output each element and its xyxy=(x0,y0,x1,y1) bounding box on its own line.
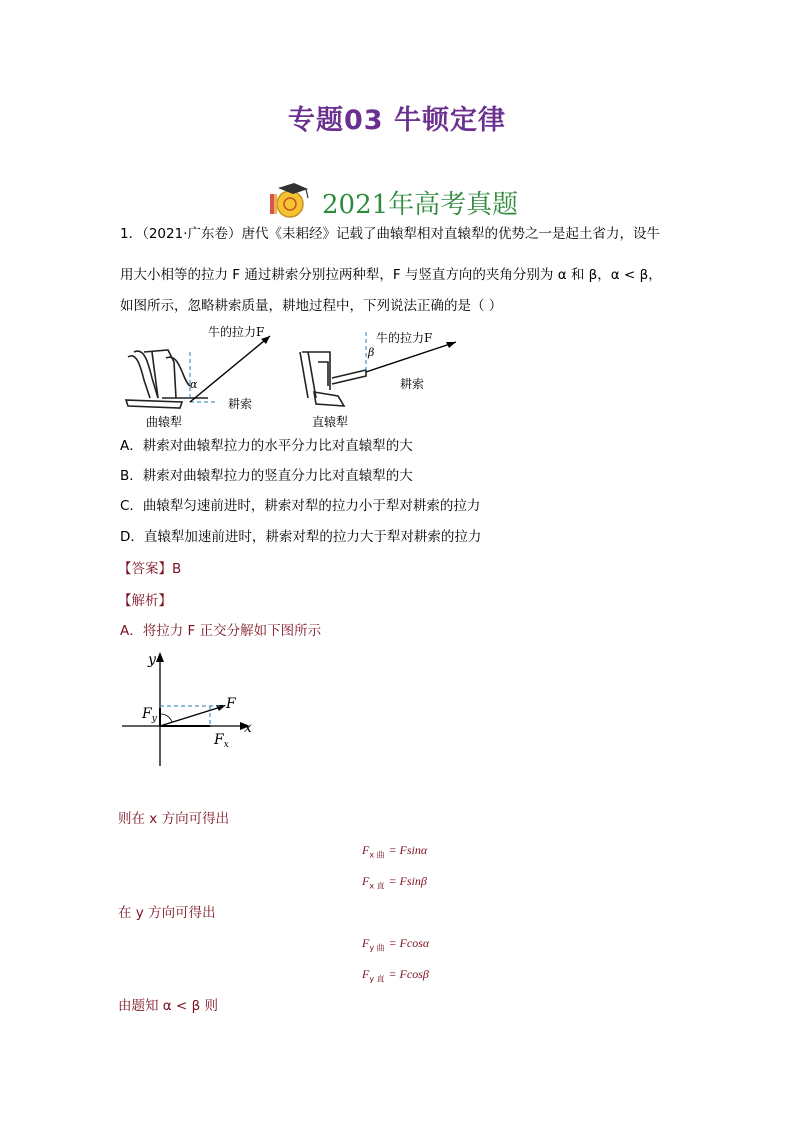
x-axis-label: x xyxy=(244,720,252,736)
mascot-icon xyxy=(268,180,318,220)
equation-fy-straight: $F_{y 直} = Fcos\beta$ xyxy=(362,967,429,984)
alpha-label: α xyxy=(190,378,198,391)
option-d: D．直辕犁加速前进时，耕索对犁的拉力大于犁对耕索的拉力 xyxy=(120,529,482,545)
section-banner-text: 2021年高考真题 xyxy=(322,190,519,220)
answer-line xyxy=(118,560,181,579)
analysis-y-direction: 在 y 方向可得出 xyxy=(118,905,216,921)
decomposition-figure xyxy=(118,648,268,768)
beta-label: β xyxy=(368,346,375,359)
question-line-3: 如图所示，忽略耕索质量，耕地过程中，下列说法正确的是（ ） xyxy=(120,298,503,314)
straight-plow-drawing xyxy=(300,352,366,406)
analysis-step-a: A．将拉力 F 正交分解如下图所示 xyxy=(120,623,322,639)
page-title: 专题03 牛顿定律 xyxy=(288,105,506,136)
option-a: A．耕索对曲辕犁拉力的水平分力比对直辕犁的大 xyxy=(120,438,413,454)
fy-label: $F_y$ xyxy=(142,706,157,724)
equation-fy-curved: $F_{y 曲} = Fcos\alpha$ xyxy=(362,936,430,953)
question-line-1: 1．（2021·广东卷）唐代《耒耜经》记载了曲辕犁相对直辕犁的优势之一是起土省力，设牛 xyxy=(120,226,660,242)
left-rope-label: 耕索 xyxy=(228,397,253,411)
left-force-label: 牛的拉力F xyxy=(208,325,265,339)
y-axis-label: y xyxy=(148,652,156,668)
fx-label: $F_x$ xyxy=(214,732,229,750)
force-label: F xyxy=(226,696,236,712)
analysis-label: 【解析】 xyxy=(118,593,172,609)
answer-label: 【答案】 xyxy=(118,561,172,577)
analysis-x-direction: 则在 x 方向可得出 xyxy=(118,811,230,827)
plow-figure xyxy=(118,322,498,432)
analysis-conclusion: 由题知 α < β 则 xyxy=(118,998,218,1014)
question-line-2: 用大小相等的拉力 F 通过耕索分别拉两种犁，F 与竖直方向的夹角分别为 α 和 β，α < β， xyxy=(120,267,662,283)
right-rope-label: 耕索 xyxy=(400,377,425,391)
straight-plow-caption: 直辕犁 xyxy=(312,415,349,429)
equation-fx-curved: $F_{x 曲} = Fsin\alpha$ xyxy=(362,843,428,860)
equation-fx-straight: $F_{x 直} = Fsin\beta$ xyxy=(362,874,427,891)
right-force-label: 牛的拉力F xyxy=(376,331,433,345)
curved-plow-caption: 曲辕犁 xyxy=(146,415,183,429)
answer-value: B xyxy=(172,561,182,577)
option-c: C．曲辕犁匀速前进时，耕索对犁的拉力小于犁对耕索的拉力 xyxy=(120,498,481,514)
option-b: B．耕索对曲辕犁拉力的竖直分力比对直辕犁的大 xyxy=(120,468,413,484)
